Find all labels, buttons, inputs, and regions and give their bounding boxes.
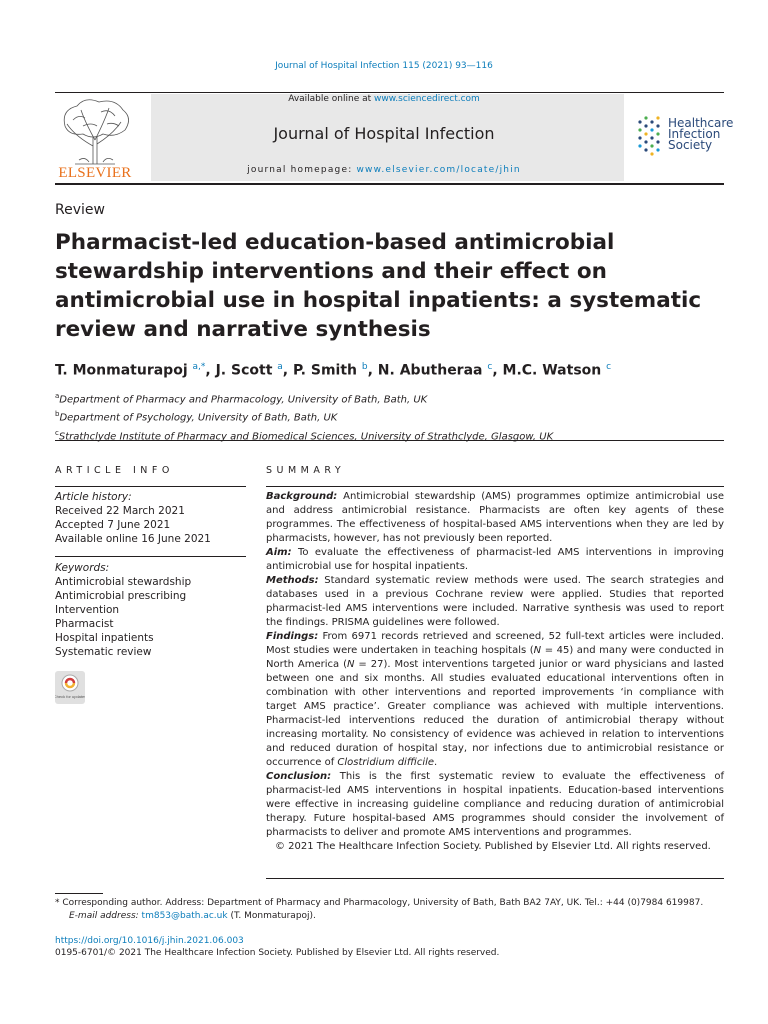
author-affiliation-mark[interactable]: a,* <box>192 362 206 372</box>
summary-bottom-rule <box>266 878 724 879</box>
article-info-heading: ARTICLE INFO <box>55 465 174 476</box>
crossmark-icon <box>55 671 85 704</box>
history-online: Available online 16 June 2021 <box>55 533 211 545</box>
keywords-heading: Keywords: <box>55 562 110 574</box>
summary-top-rule <box>266 486 724 487</box>
history-heading: Article history: <box>55 491 132 503</box>
article-type: Review <box>55 202 105 218</box>
email-label: E-mail address: <box>69 911 139 921</box>
email-link[interactable]: tm853@bath.ac.uk <box>141 911 228 921</box>
author-separator: , <box>282 362 293 379</box>
findings-text: . <box>434 757 438 768</box>
summary-methods <box>266 574 724 630</box>
author-affiliation-mark[interactable]: a <box>277 362 283 372</box>
history-accepted: Accepted 7 June 2021 <box>55 519 171 531</box>
available-prefix: Available online at <box>288 94 375 104</box>
sciencedirect-link[interactable]: www.sciencedirect.com <box>374 94 480 104</box>
affiliation-mark: c <box>55 428 59 437</box>
affiliation-mark: b <box>55 410 60 419</box>
background-text: Antimicrobial stewardship (AMS) programmes optimize antimicrobial use and address antimicrobial resistance. Pharmacists are often key agents of these programmes. The effectiveness of hospital-based AMS interventions when they are led by pharmacists, however, has not previously been reported. <box>266 491 724 544</box>
society-line-2: Infection <box>668 127 721 141</box>
conclusion-label: Conclusion: <box>266 771 332 782</box>
author-separator: , <box>367 362 378 379</box>
findings-text: = 27). Most interventions targeted junior or ward physicians and lasted between one and six months. All studies evaluated educational interventions often in combination with other interventions and reported improvements ‘in compliance with target AMS practice’. Greater compliance was achieved with multiple interventions. Pharmacist-led interventions reduced the duration of antimicrobial therapy without increasing mortality. No consistency of evidence was achieved in relation to interventions and reduced duration of hospital stay, nor infections due to antimicrobial resistance or occurrence of <box>266 659 724 768</box>
keyword-item: Systematic review <box>55 646 152 658</box>
author-name[interactable]: M.C. Watson <box>502 362 602 379</box>
affiliation-item <box>55 426 553 444</box>
aim-label: Aim: <box>266 547 292 558</box>
corresponding-author-note <box>55 897 703 923</box>
keyword-item: Antimicrobial stewardship <box>55 576 192 588</box>
doi-link[interactable]: https://doi.org/10.1016/j.jhin.2021.06.003 <box>55 936 244 946</box>
keyword-item: Intervention <box>55 604 120 616</box>
society-line-3: Society <box>668 138 713 152</box>
footnote-rule <box>55 893 103 894</box>
homepage-link[interactable]: www.elsevier.com/locate/jhin <box>356 165 521 175</box>
author-separator: , <box>205 362 216 379</box>
header-top-rule <box>55 92 724 93</box>
author-list <box>55 362 611 379</box>
author-name[interactable]: P. Smith <box>292 362 357 379</box>
summary-aim <box>266 546 724 574</box>
corresponding-address: * Corresponding author. Address: Department of Pharmacy and Pharmacology, University of Bath, Bath BA2 7AY, UK. Tel.: +44 (0)7984 619987. <box>55 898 704 908</box>
society-name <box>668 118 733 151</box>
summary-copyright: © 2021 The Healthcare Infection Society. Published by Elsevier Ltd. All rights reserved. <box>275 841 711 852</box>
keyword-item: Hospital inpatients <box>55 632 154 644</box>
author-name[interactable]: N. Abutheraa <box>377 362 483 379</box>
article-info-rule <box>55 486 246 487</box>
journal-homepage-line <box>0 165 768 175</box>
email-suffix: (T. Monmaturapoj). <box>227 911 316 921</box>
author-name[interactable]: J. Scott <box>215 362 273 379</box>
check-for-updates-button[interactable] <box>55 671 85 704</box>
affiliation-item <box>55 389 553 407</box>
keyword-item: Pharmacist <box>55 618 114 630</box>
corresponding-email-line <box>55 910 703 923</box>
article-history <box>55 490 211 546</box>
history-received: Received 22 March 2021 <box>55 505 185 517</box>
elsevier-wordmark: ELSEVIER <box>58 165 132 181</box>
sample-size-symbol: N <box>533 645 542 656</box>
author-affiliation-mark[interactable]: c <box>606 362 612 372</box>
author-separator: , <box>492 362 503 379</box>
author-affiliation-mark[interactable]: c <box>487 362 493 372</box>
organism-name: Clostridium difficile <box>337 757 435 768</box>
sample-size-symbol: N <box>347 659 355 670</box>
homepage-prefix: journal homepage: <box>247 165 357 175</box>
affiliation-text: Strathclyde Institute of Pharmacy and Biomedical Sciences, University of Strathclyde, Glasgow, UK <box>58 430 554 442</box>
findings-text: = 45) and many were conducted in North America ( <box>266 645 724 670</box>
issn-copyright: 0195-6701/© 2021 The Healthcare Infection Society. Published by Elsevier Ltd. All rights reserved. <box>55 948 500 958</box>
affiliation-text: Department of Psychology, University of Bath, Bath, UK <box>59 412 338 424</box>
summary-findings <box>266 630 724 770</box>
conclusion-text: This is the first systematic review to evaluate the effectiveness of pharmacist-led AMS interventions in hospital inpatients. Education-based interventions were effective in increasing guideline compliance and reducing duration of antimicrobial therapy. Future hospital-based AMS programmes should consider the involvement of pharmacists to deliver and promote AMS interventions and programmes. <box>266 771 724 838</box>
affiliation-text: Department of Pharmacy and Pharmacology, University of Bath, Bath, UK <box>59 394 428 406</box>
affiliation-item <box>55 407 553 425</box>
section-divider <box>55 440 724 441</box>
summary-background <box>266 490 724 546</box>
available-online-line <box>0 94 768 104</box>
background-label: Background: <box>266 491 338 502</box>
society-line-1: Healthcare <box>668 116 734 130</box>
findings-text: From 6971 records retrieved and screened, 52 full-text articles were included. Most studies were undertaken in teaching hospitals ( <box>266 631 724 656</box>
affiliation-list <box>55 389 553 444</box>
aim-text: To evaluate the effectiveness of pharmacist-led AMS interventions in improving antimicrobial use for hospital inpatients. <box>266 547 724 572</box>
summary-conclusion <box>266 770 724 840</box>
summary-heading: SUMMARY <box>266 465 346 476</box>
journal-reference[interactable]: Journal of Hospital Infection 115 (2021) 93—116 <box>275 61 493 71</box>
keyword-item: Antimicrobial prescribing <box>55 590 187 602</box>
affiliation-mark: a <box>55 392 60 400</box>
author-name[interactable]: T. Monmaturapoj <box>55 362 188 379</box>
keywords-block <box>55 561 191 659</box>
author-affiliation-mark[interactable]: b <box>361 362 368 372</box>
crossmark-label: Check for updates <box>55 694 85 699</box>
findings-label: Findings: <box>266 631 319 642</box>
article-title: Pharmacist-led education-based antimicrobial stewardship interventions and their effect on antimicrobial use in hospital inpatients: a systematic review and narrative synthesis <box>55 230 702 342</box>
header-bottom-rule <box>55 183 724 185</box>
methods-label: Methods: <box>266 575 319 586</box>
keywords-rule <box>55 556 246 557</box>
summary-abstract <box>266 490 724 854</box>
methods-text: Standard systematic review methods were used. The search strategies and databases used in a previous Cochrane review were applied. Studies that reported pharmacist-led AMS interventions were included. Narrative synthesis was used to report the findings. PRISMA guidelines were followed. <box>266 575 724 628</box>
journal-title: Journal of Hospital Infection <box>273 124 495 143</box>
